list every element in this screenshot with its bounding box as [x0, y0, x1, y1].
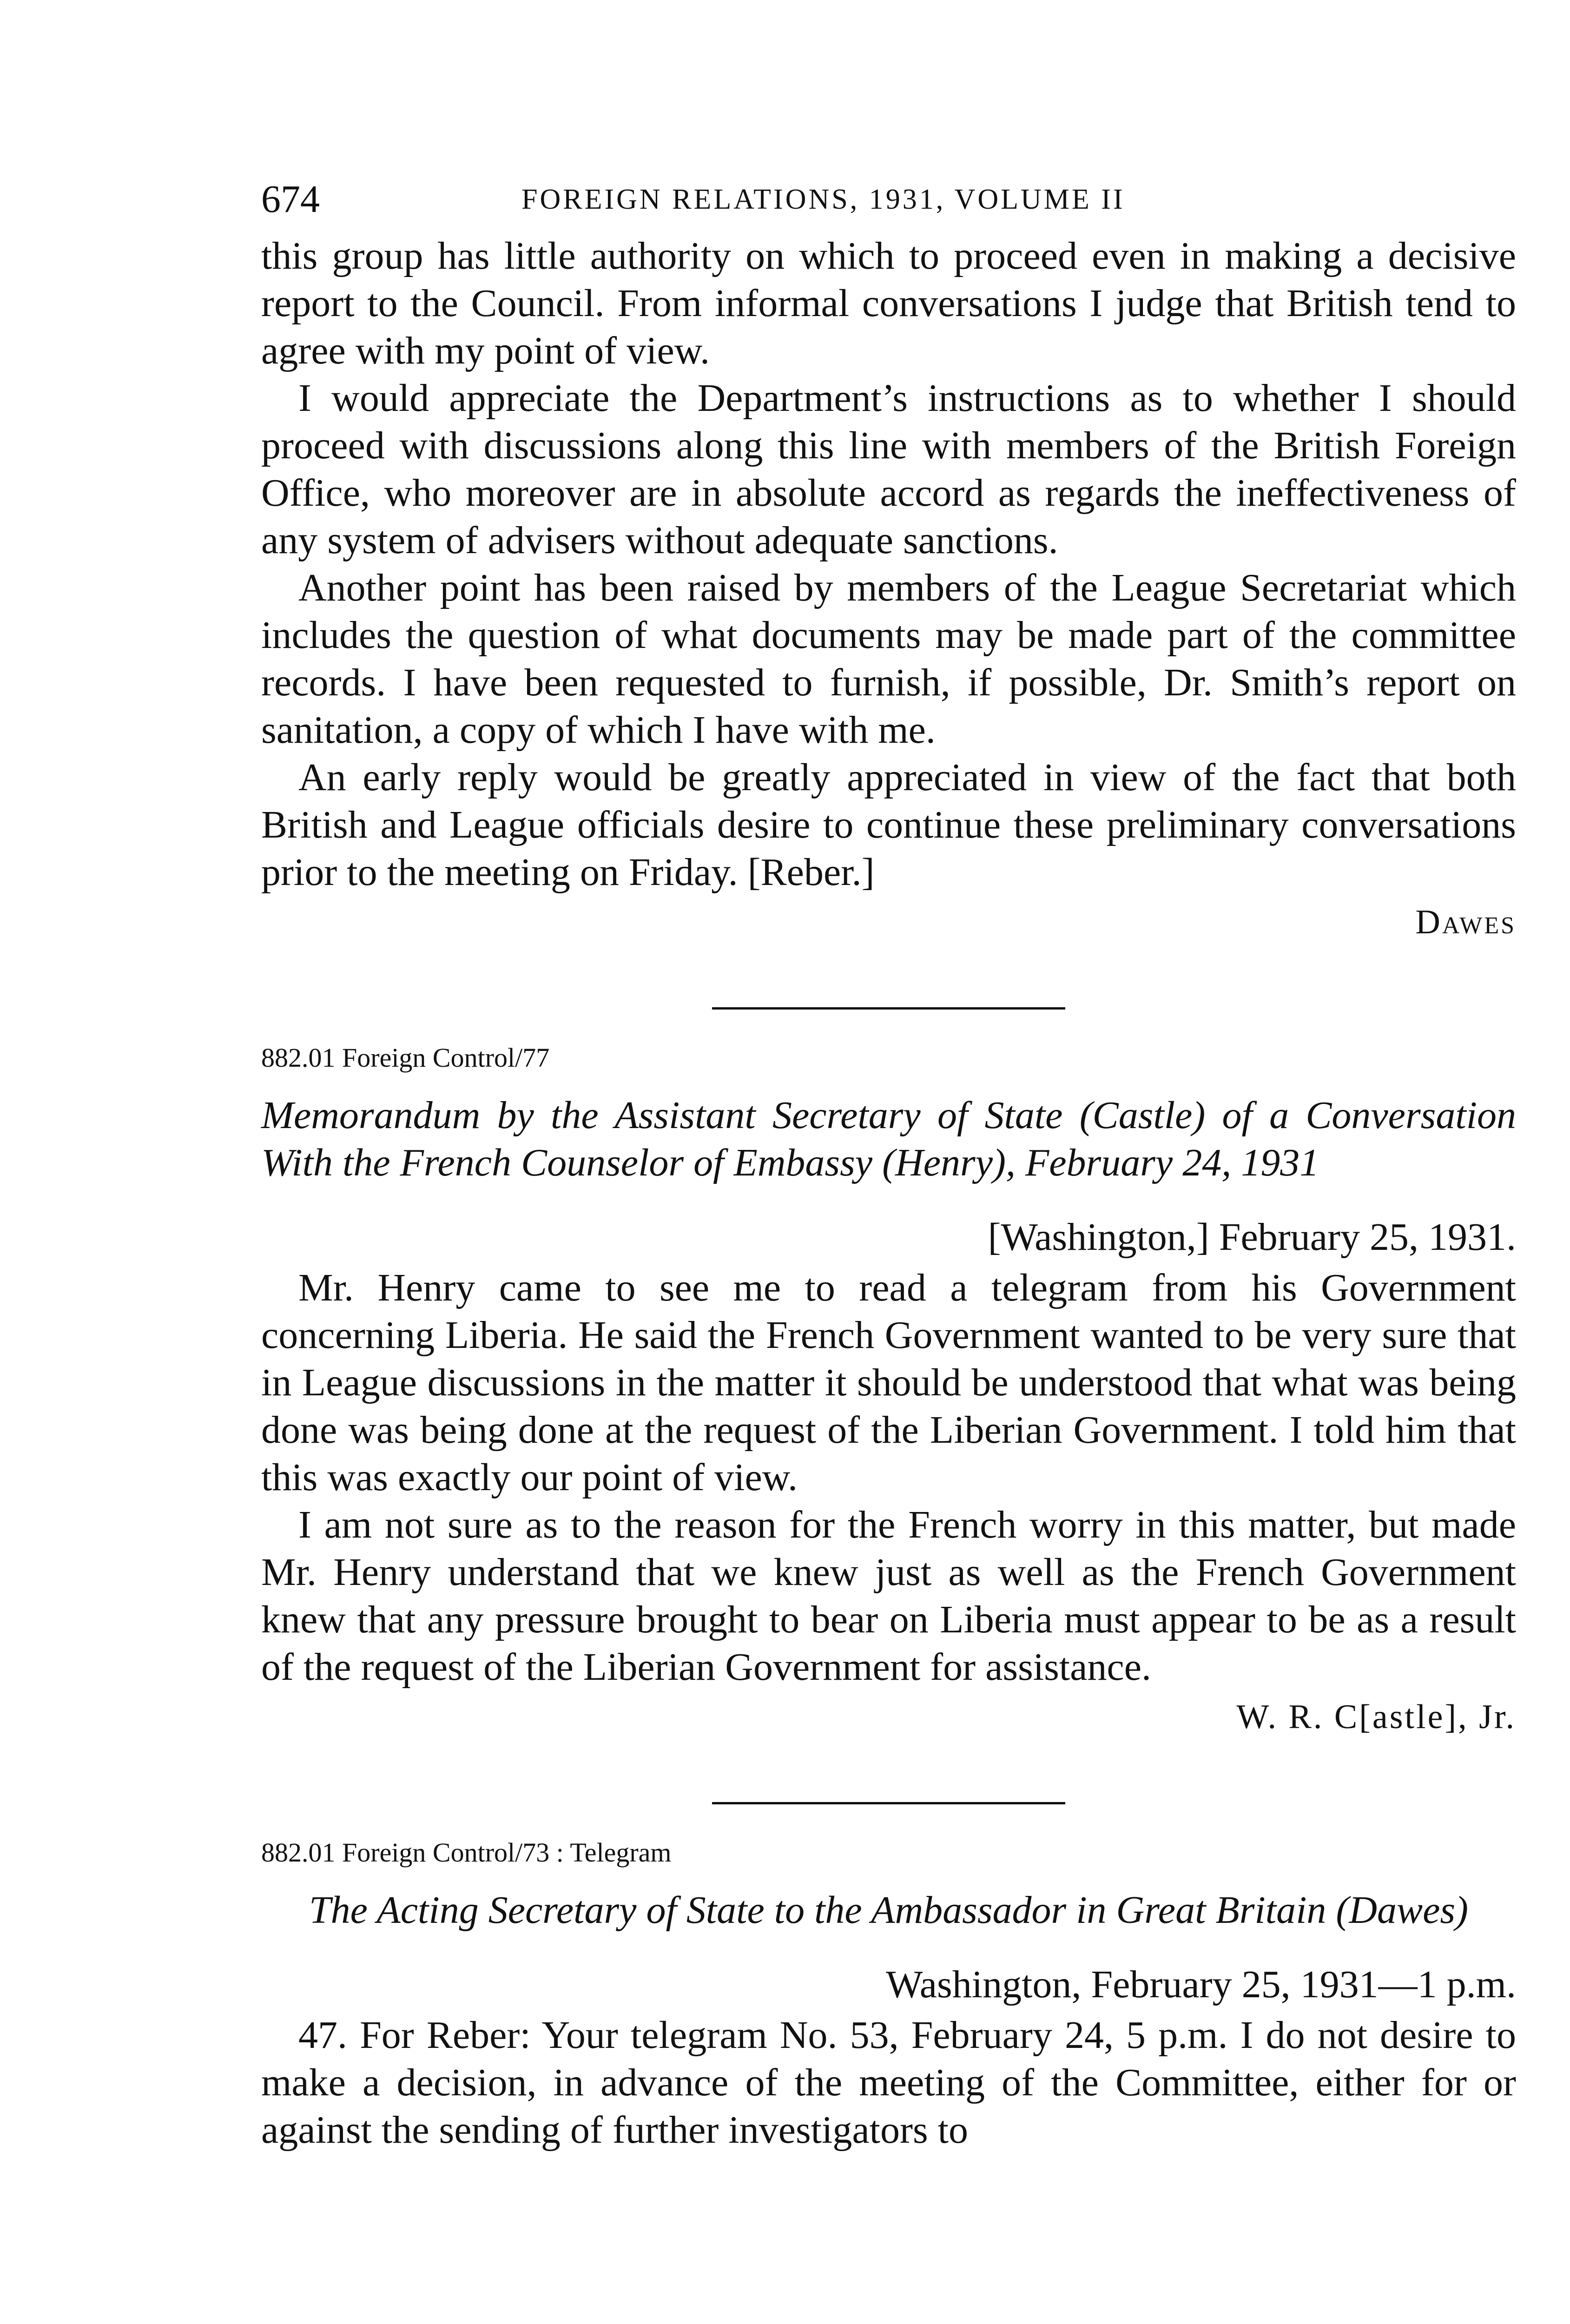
document-page	[261, 177, 1516, 2154]
paragraph: Another point has been raised by members of the League Secretariat which includes the question of what documents may be made part of the committee records. I have been requested to furnish, if possible, Dr. Smith’s report on sanitation, a copy of which I have with me.	[261, 566, 1516, 752]
paragraph: I am not sure as to the reason for the French worry in this matter, but made Mr. Henry understand that we knew just as well as the French Government knew that any pressure brought to bear on Liberia must appear to be as a result of the request of the Liberian Government for assistance.	[261, 1503, 1516, 1689]
paragraph: this group has little authority on which to proceed even in making a decisive report to the Council. From informal conversations I judge that British tend to agree with my point of view.	[261, 234, 1516, 372]
paragraph: An early reply would be greatly appreciated in view of the fact that both British and League officials desire to continue these preliminary conversations prior to the meeting on Friday. [Reber.]	[261, 756, 1516, 894]
paragraph: Mr. Henry came to see me to read a telegram from his Government concerning Liberia. He said the French Government wanted to be very sure that in League discussions in the matter it should be understood that what was being done was being done at the request of the Liberian Government. I told him that this was exactly our point of view.	[261, 1266, 1516, 1499]
dateline: [Washington,] February 25, 1931.	[988, 1215, 1516, 1259]
document-heading: Memorandum by the Assistant Secretary of State (Castle) of a Conversation With the French Counselor of Embassy (Henry), February 24, 1931	[261, 1094, 1516, 1184]
section-divider	[712, 1802, 1065, 1804]
signature: W. R. C[astle], Jr.	[1236, 1698, 1516, 1736]
document-heading: The Acting Secretary of State to the Ambassador in Great Britain (Dawes)	[309, 1888, 1469, 1932]
dateline: Washington, February 25, 1931—1 p.m.	[886, 1963, 1516, 2006]
page-header	[261, 177, 1516, 232]
paragraph: 47. For Reber: Your telegram No. 53, February 24, 5 p.m. I do not desire to make a decision, in advance of the meeting of the Committee, either for or against the sending of further investigators to	[261, 2014, 1516, 2152]
running-title: FOREIGN RELATIONS, 1931, VOLUME II	[521, 184, 1125, 215]
paragraph: I would appreciate the Department’s instructions as to whether I should proceed with discussions along this line with members of the British Foreign Office, who moreover are in absolute accord as regards the ineffectiveness of any system of advisers without adequate sanctions.	[261, 376, 1516, 562]
page-number: 674	[261, 178, 320, 221]
file-number: 882.01 Foreign Control/73 : Telegram	[261, 1837, 672, 1868]
file-number: 882.01 Foreign Control/77	[261, 1043, 550, 1073]
signature: Dawes	[1415, 903, 1516, 941]
section-divider	[712, 1007, 1065, 1010]
